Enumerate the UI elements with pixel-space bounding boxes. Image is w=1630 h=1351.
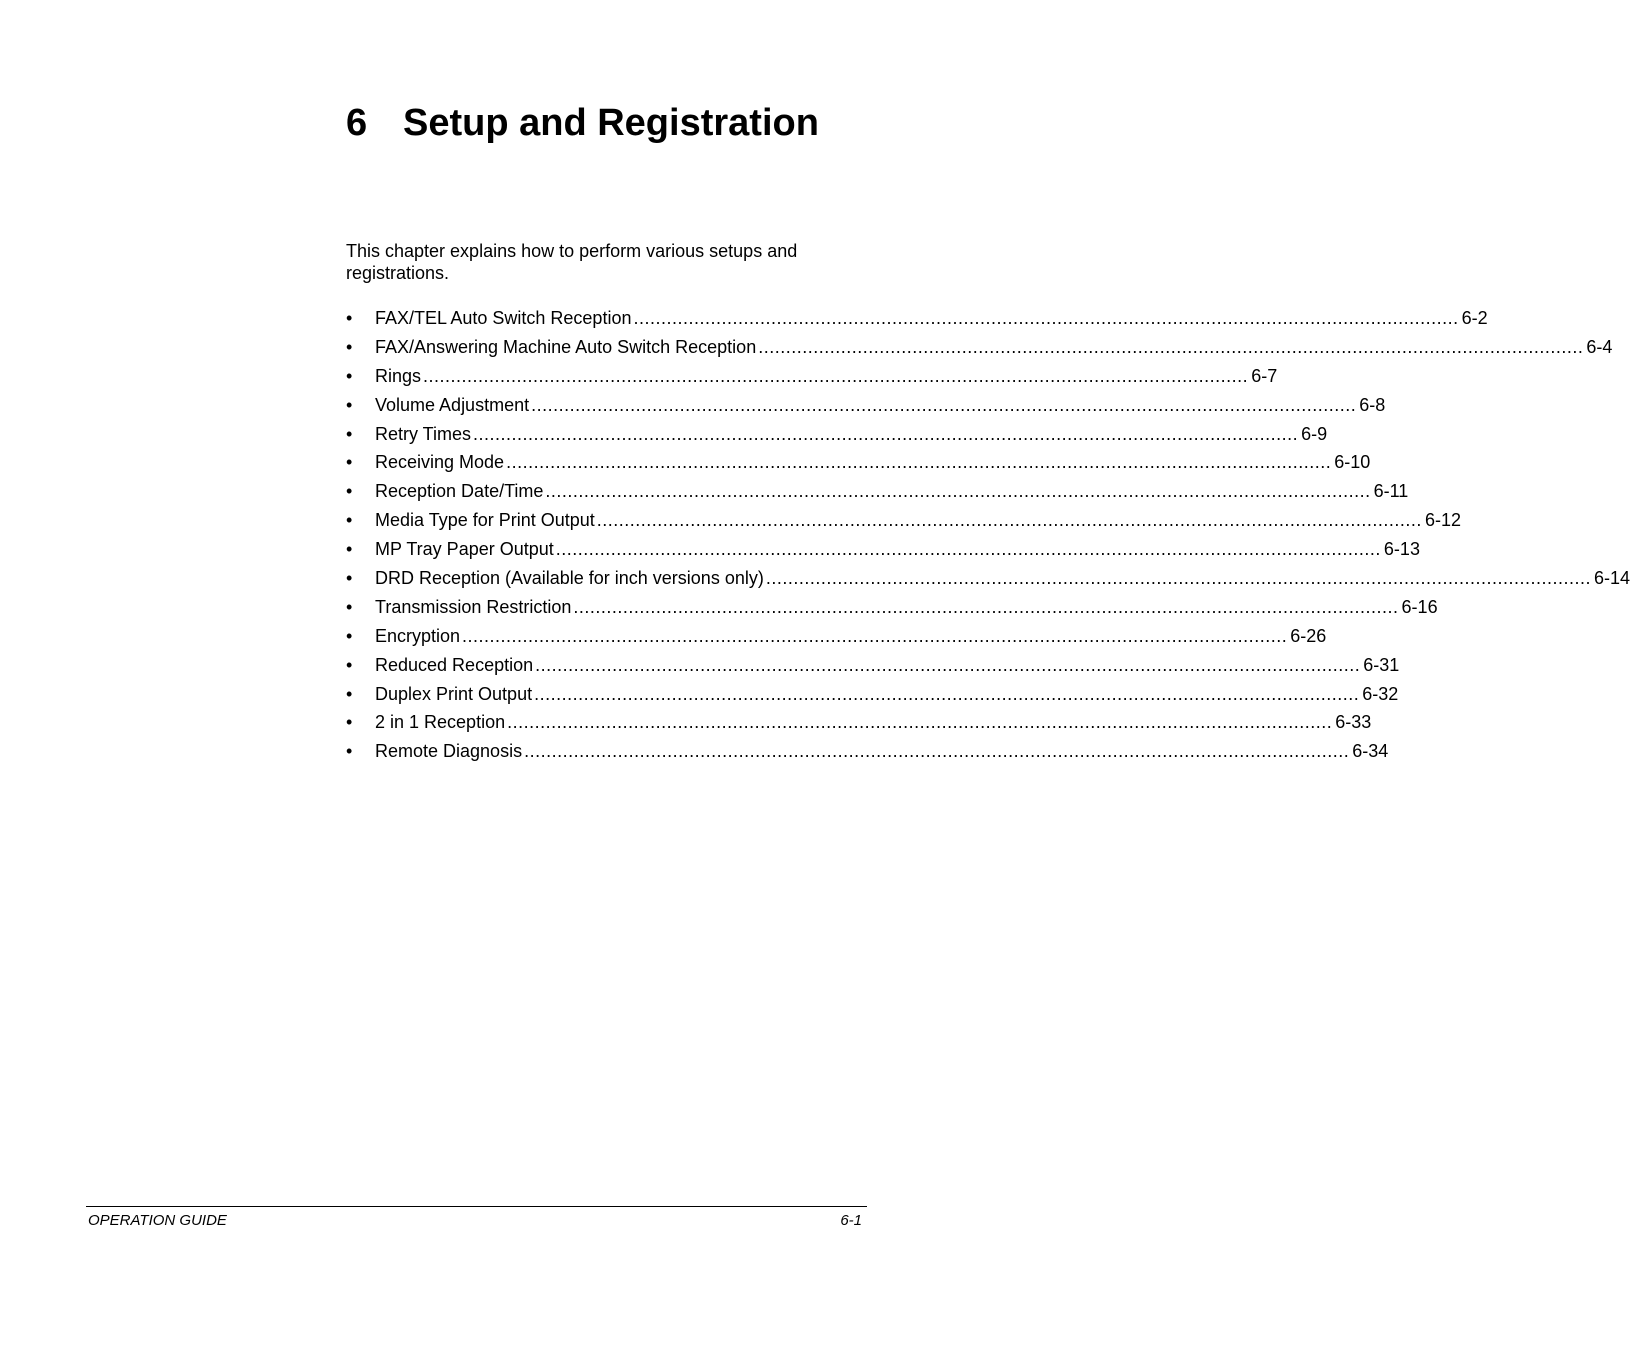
bullet-icon: • (346, 654, 353, 675)
dot-leader: ...................................................................................................................................................... (506, 452, 1332, 473)
dot-leader: ...................................................................................................................................................... (758, 336, 1584, 357)
dot-leader: ...................................................................................................................................................... (524, 741, 1350, 762)
bullet-icon: • (346, 481, 353, 502)
intro-paragraph: This chapter explains how to perform various setups and registrations. (346, 241, 798, 283)
toc-item[interactable] (346, 393, 1386, 422)
toc-label: Duplex Print Output (375, 683, 533, 704)
toc-label: Transmission Restriction (375, 596, 572, 617)
toc-page-number: 6-34 (1352, 741, 1389, 762)
dot-leader: ...................................................................................................................................................... (555, 539, 1381, 560)
toc-page-number: 6-32 (1362, 683, 1399, 704)
bullet-icon: • (346, 308, 353, 328)
dot-leader: ...................................................................................................................................................... (534, 683, 1360, 704)
bullet-icon: • (346, 683, 353, 704)
toc-item[interactable] (346, 595, 1438, 624)
toc-item[interactable] (346, 653, 1400, 682)
chapter-title: Setup and Registration (403, 102, 819, 144)
toc-page-number: 6-26 (1290, 625, 1327, 646)
dot-leader: ...................................................................................................................................................... (473, 423, 1299, 444)
dot-leader: ...................................................................................................................................................... (545, 481, 1371, 502)
dot-leader: ...................................................................................................................................................... (462, 625, 1288, 646)
toc-label: 2 in 1 Reception (375, 712, 506, 733)
toc-page-number: 6-12 (1424, 510, 1461, 531)
bullet-icon: • (346, 336, 353, 357)
toc-item[interactable] (346, 479, 1409, 508)
toc-page-number: 6-31 (1363, 654, 1400, 675)
toc-page-number: 6-14 (1594, 568, 1630, 589)
dot-leader: ...................................................................................................................................................... (765, 568, 1591, 589)
toc-label: Reduced Reception (375, 654, 534, 675)
dot-leader: ...................................................................................................................................................... (531, 394, 1357, 415)
bullet-icon: • (346, 539, 353, 560)
toc-page-number: 6-33 (1335, 712, 1372, 733)
dot-leader: ...................................................................................................................................................... (423, 365, 1249, 386)
toc-item[interactable] (346, 508, 1461, 537)
toc-item[interactable] (346, 364, 1278, 393)
bullet-icon: • (346, 510, 353, 531)
chapter-heading (346, 104, 819, 142)
bullet-icon: • (346, 365, 353, 386)
bullet-icon: • (346, 423, 353, 444)
footer-page-number: 6-1 (840, 1212, 862, 1229)
chapter-number: 6 (346, 102, 368, 144)
toc-label: Volume Adjustment (375, 394, 530, 415)
toc-item[interactable] (346, 306, 1488, 335)
toc-label: MP Tray Paper Output (375, 539, 554, 560)
toc-item[interactable] (346, 537, 1420, 566)
toc-item[interactable] (346, 566, 1630, 595)
toc-item[interactable] (346, 450, 1371, 479)
toc-label: FAX/Answering Machine Auto Switch Reception (375, 336, 757, 357)
toc-label: Remote Diagnosis (375, 741, 523, 762)
bullet-icon: • (346, 452, 353, 473)
toc-item[interactable] (346, 739, 1389, 768)
toc-item[interactable] (346, 335, 1613, 364)
dot-leader: ...................................................................................................................................................... (535, 654, 1361, 675)
table-of-contents (346, 306, 1630, 768)
toc-page-number: 6-2 (1461, 308, 1488, 328)
toc-page-number: 6-10 (1334, 452, 1371, 473)
toc-label: Encryption (375, 625, 461, 646)
toc-item[interactable] (346, 624, 1327, 653)
dot-leader: ...................................................................................................................................................... (507, 712, 1333, 733)
toc-label: Rings (375, 365, 422, 386)
toc-page-number: 6-16 (1401, 596, 1438, 617)
toc-item[interactable] (346, 682, 1399, 711)
toc-label: FAX/TEL Auto Switch Reception (375, 308, 632, 328)
bullet-icon: • (346, 394, 353, 415)
dot-leader: ...................................................................................................................................................... (573, 596, 1399, 617)
toc-label: DRD Reception (Available for inch versions only) (375, 568, 764, 589)
footer-divider (86, 1206, 867, 1207)
bullet-icon: • (346, 712, 353, 733)
toc-page-number: 6-4 (1586, 336, 1613, 357)
toc-item[interactable] (346, 710, 1372, 739)
bullet-icon: • (346, 568, 353, 589)
toc-label: Receiving Mode (375, 452, 505, 473)
toc-item[interactable] (346, 422, 1328, 451)
toc-label: Reception Date/Time (375, 481, 544, 502)
toc-label: Retry Times (375, 423, 472, 444)
bullet-icon: • (346, 741, 353, 762)
toc-page-number: 6-9 (1301, 423, 1328, 444)
toc-page-number: 6-13 (1383, 539, 1420, 560)
dot-leader: ...................................................................................................................................................... (633, 308, 1459, 328)
toc-label: Media Type for Print Output (375, 510, 595, 531)
dot-leader: ...................................................................................................................................................... (596, 510, 1422, 531)
bullet-icon: • (346, 625, 353, 646)
footer-guide-title: OPERATION GUIDE (88, 1212, 227, 1229)
toc-page-number: 6-11 (1373, 481, 1409, 502)
toc-page-number: 6-7 (1251, 365, 1278, 386)
bullet-icon: • (346, 596, 353, 617)
toc-page-number: 6-8 (1359, 394, 1386, 415)
